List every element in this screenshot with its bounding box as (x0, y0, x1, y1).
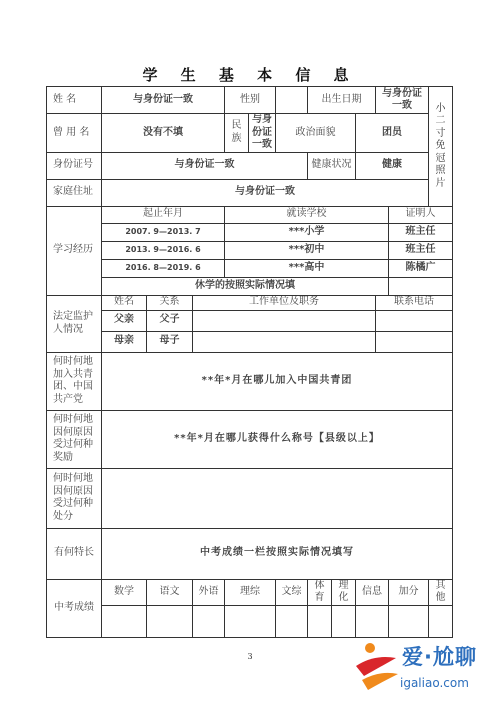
awards-value: **年*月在哪儿获得什么称号【县级以上】 (102, 410, 453, 468)
id-number-label: 身份证号 (47, 152, 102, 179)
study-school: ***高中 (225, 259, 389, 277)
ethnicity-label: 民族 (225, 114, 249, 153)
ethnicity-value: 与身份证一致 (249, 114, 276, 153)
guardian-header-name: 姓名 (102, 295, 147, 310)
subject-header: 信息 (356, 579, 389, 605)
subject-header: 加分 (389, 579, 429, 605)
join-league-value: **年*月在哪儿加入中国共青团 (102, 352, 453, 410)
study-witness: 班主任 (389, 223, 453, 241)
join-league-label: 何时何地加入共青团、中国共产党 (47, 352, 102, 410)
exam-scores-label: 中考成绩 (47, 579, 102, 637)
health-value: 健康 (356, 152, 429, 179)
study-header-period: 起止年月 (102, 206, 225, 223)
subject-header: 数学 (102, 579, 147, 605)
political-status-value: 团员 (356, 114, 429, 153)
subject-header: 文综 (276, 579, 308, 605)
guardian-phone (376, 331, 453, 352)
logo-swoosh-orange (362, 673, 398, 690)
birth-date-value: 与身份证一致 (376, 87, 429, 114)
study-period: 2007. 9—2013. 7 (102, 223, 225, 241)
birth-date-label: 出生日期 (308, 87, 376, 114)
id-number-value: 与身份证一致 (102, 152, 308, 179)
guardian-header-phone: 联系电话 (376, 295, 453, 310)
score-cell (389, 605, 429, 637)
name-label: 姓 名 (47, 87, 102, 114)
name-value: 与身份证一致 (102, 87, 225, 114)
guardian-relation: 母子 (147, 331, 193, 352)
watermark-url: igaliao.com (400, 676, 469, 690)
gender-value (276, 87, 308, 114)
political-status-label: 政治面貌 (276, 114, 356, 153)
guardian-header-workplace: 工作单位及职务 (193, 295, 376, 310)
guardian-name: 父亲 (102, 310, 147, 331)
score-cell (308, 605, 332, 637)
study-witness: 陈橘广 (389, 259, 453, 277)
table-row (47, 223, 453, 241)
study-school: ***初中 (225, 241, 389, 259)
former-name-label: 曾 用 名 (47, 114, 102, 153)
study-history-label: 学习经历 (47, 206, 102, 295)
study-header-witness: 证明人 (389, 206, 453, 223)
logo-head (365, 643, 375, 653)
table-row (47, 310, 453, 331)
specialty-value: 中考成绩一栏按照实际情况填写 (102, 528, 453, 579)
subject-header: 语文 (147, 579, 193, 605)
table-row (47, 331, 453, 352)
score-cell (276, 605, 308, 637)
punishment-value (102, 468, 453, 528)
study-note-empty (389, 277, 453, 295)
page-number: 3 (247, 652, 253, 661)
score-cell (102, 605, 147, 637)
guardian-header-relation: 关系 (147, 295, 193, 310)
specialty-label: 有何特长 (47, 528, 102, 579)
subject-header: 理化 (332, 579, 356, 605)
study-period: 2013. 9—2016. 6 (102, 241, 225, 259)
guardian-workplace (193, 310, 376, 331)
photo-label: 小二寸 免冠照片 (435, 102, 446, 189)
guardian-workplace (193, 331, 376, 352)
subject-header: 理综 (225, 579, 276, 605)
score-cell (147, 605, 193, 637)
home-address-label: 家庭住址 (47, 179, 102, 206)
table-row (47, 605, 453, 637)
subject-header: 其他 (429, 579, 453, 605)
gender-label: 性别 (225, 87, 276, 114)
guardian-label: 法定监护人情况 (47, 295, 102, 352)
former-name-value: 没有不填 (102, 114, 225, 153)
guardian-phone (376, 310, 453, 331)
score-cell (193, 605, 225, 637)
study-period: 2016. 8—2019. 6 (102, 259, 225, 277)
score-cell (225, 605, 276, 637)
table-row (47, 241, 453, 259)
study-witness: 班主任 (389, 241, 453, 259)
score-cell (332, 605, 356, 637)
subject-header: 外语 (193, 579, 225, 605)
table-row (47, 259, 453, 277)
guardian-relation: 父子 (147, 310, 193, 331)
study-header-school: 就读学校 (225, 206, 389, 223)
study-school: ***小学 (225, 223, 389, 241)
home-address-value: 与身份证一致 (102, 179, 429, 206)
score-cell (356, 605, 389, 637)
page-title: 学 生 基 本 信 息 (142, 66, 358, 84)
guardian-name: 母亲 (102, 331, 147, 352)
student-info-form (46, 86, 453, 638)
study-note: 休学的按照实际情况填 (102, 277, 389, 295)
awards-label: 何时何地因何原因受过何种奖励 (47, 410, 102, 468)
health-label: 健康状况 (308, 152, 356, 179)
score-cell (429, 605, 453, 637)
punishment-label: 何时何地因何原因受过何种处分 (47, 468, 102, 528)
photo-box (429, 87, 453, 207)
watermark-brand: 爱·尬聊 (402, 645, 477, 669)
subject-header: 体育 (308, 579, 332, 605)
